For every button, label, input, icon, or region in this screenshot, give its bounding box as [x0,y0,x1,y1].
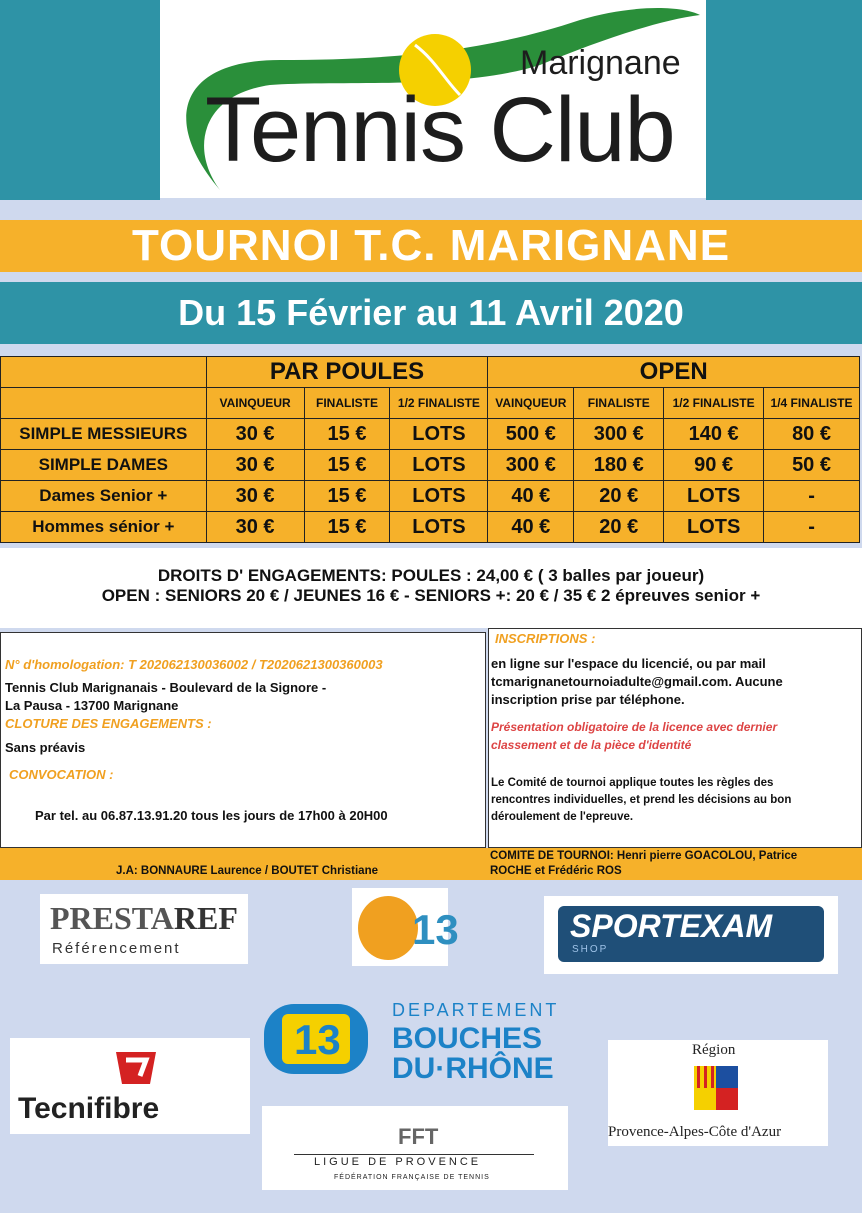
prize-cell: - [764,481,860,512]
row-label: SIMPLE MESSIEURS [1,419,207,450]
prize-cell: 15 € [304,450,390,481]
bouches-du-rhone-emblem [258,1000,376,1078]
info-right-panel [488,628,862,848]
table-row [1,481,860,512]
ligue-provence-logo [262,1106,568,1190]
prize-cell: 80 € [764,419,860,450]
prize-cell: 15 € [304,419,390,450]
convocation-value: Par tel. au 06.87.13.91.20 tous les jours de 17h00 à 20H00 [35,808,388,823]
notice-line-2: classement et de la pièce d'identité [491,738,692,752]
column-header: 1/2 FINALISTE [390,388,488,419]
inscriptions-line-3: inscription prise par téléphone. [491,692,685,707]
prize-cell: LOTS [390,419,488,450]
column-header: VAINQUEUR [488,388,574,419]
comite-emblem-icon [352,888,459,966]
inscriptions-line-1: en ligne sur l'espace du licencié, ou par mail [491,656,766,671]
prize-cell: 30 € [206,512,304,543]
group-header-poules: PAR POULES [206,357,488,388]
table-corner-cell [1,357,207,388]
prize-cell: LOTS [664,481,764,512]
inscriptions-email: tcmarignanetournoiadulte@gmail.com. Aucune [491,674,783,689]
column-header: FINALISTE [574,388,664,419]
table-group-header-row [1,357,860,388]
fees-line-1: DROITS D' ENGAGEMENTS: POULES : 24,00 € ( 3 balles par joueur) [157,566,705,585]
tournament-dates: Du 15 Février au 11 Avril 2020 [178,292,684,333]
address-line-2: La Pausa - 13700 Marignane [5,698,179,713]
prestaref-sub: Référencement [52,940,181,957]
entry-fees [0,548,862,628]
prize-cell: 30 € [206,481,304,512]
prize-cell: LOTS [390,481,488,512]
prize-cell: 30 € [206,450,304,481]
dept-name-1: BOUCHES [392,1022,543,1055]
prize-cell: 500 € [488,419,574,450]
logo-city-text: Marignane [520,44,681,82]
prize-cell: 40 € [488,481,574,512]
header-band-left [0,0,160,200]
dept-number: 13 [294,1016,341,1063]
prestaref-presta: PRESTA [50,900,174,936]
prize-cell: 30 € [206,419,304,450]
prize-table [0,356,860,543]
ligue-sub: FÉDÉRATION FRANÇAISE DE TENNIS [334,1174,490,1181]
logo-club-name: Tennis Club [205,79,675,181]
prize-cell: 180 € [574,450,664,481]
sportexam-sub: SHOP [572,944,609,955]
prize-cell: 40 € [488,512,574,543]
cloture-label: CLOTURE DES ENGAGEMENTS : [5,716,212,731]
row-label: Dames Senior + [1,481,207,512]
comite-line-2: ROCHE et Frédéric ROS [490,865,622,877]
table-corner-cell [1,388,207,419]
prize-cell: 20 € [574,481,664,512]
table-row [1,450,860,481]
tournament-dates-band [0,282,862,344]
prize-cell: - [764,512,860,543]
header-band-right [706,0,862,200]
fees-line-2: OPEN : SENIORS 20 € / JEUNES 16 € - SENIORS +: 20 € / 35 € 2 épreuves senior + [101,586,761,605]
column-header: FINALISTE [304,388,390,419]
rules-line-2: rencontres individuelles, et prend les décisions au bon [491,794,792,806]
tecnifibre-logo [10,1038,250,1134]
table-row [1,512,860,543]
notice-line-1: Présentation obligatoire de la licence avec dernier [491,720,778,734]
prize-cell: 15 € [304,481,390,512]
officials-band [0,848,862,880]
tecnifibre-name: Tecnifibre [18,1092,160,1125]
rules-line-1: Le Comité de tournoi applique toutes les règles des [491,777,774,789]
sportexam-logo [544,896,838,974]
prize-cell: 300 € [488,450,574,481]
prize-cell: LOTS [390,512,488,543]
prize-cell: 50 € [764,450,860,481]
column-header: VAINQUEUR [206,388,304,419]
rules-line-3: déroulement de l'epreuve. [491,811,634,823]
prize-cell: LOTS [664,512,764,543]
prize-cell: 15 € [304,512,390,543]
column-header: 1/4 FINALISTE [764,388,860,419]
region-label: Région [692,1042,736,1058]
row-label: Hommes sénior + [1,512,207,543]
region-paca-logo [608,1040,828,1146]
prize-cell: 90 € [664,450,764,481]
ligue-name: LIGUE DE PROVENCE [314,1156,482,1168]
tecnifibre-icon [106,1046,166,1090]
judge-arbitre: J.A: BONNAURE Laurence / BOUTET Christiane [116,865,378,877]
table-sub-header-row [1,388,860,419]
row-label: SIMPLE DAMES [1,450,207,481]
tournament-title: TOURNOI T.C. MARIGNANE [131,221,731,270]
fft-mark: FFT [398,1124,439,1149]
svg-text:13: 13 [412,906,459,953]
comite-line-1: COMITE DE TOURNOI: Henri pierre GOACOLOU, Patrice [490,850,798,862]
prestaref-ref: REF [173,900,238,936]
info-left-panel [0,632,486,848]
region-name: Provence-Alpes-Côte d'Azur [608,1124,782,1140]
region-crest-icon [694,1066,738,1110]
homologation-number: N° d'homologation: T 202062130036002 / T2020621300360003 [5,657,383,672]
prize-cell: LOTS [390,450,488,481]
tournament-title-band [0,220,862,272]
prize-cell: 20 € [574,512,664,543]
sportexam-name: SPORTEXAM [570,908,773,944]
column-header: 1/2 FINALISTE [664,388,764,419]
prestaref-logo [40,894,248,964]
prize-cell: 300 € [574,419,664,450]
table-row [1,419,860,450]
prize-cell: 140 € [664,419,764,450]
convocation-label: CONVOCATION : [9,767,114,782]
comite-text [352,888,353,889]
inscriptions-label: INSCRIPTIONS : [495,631,596,646]
address-line-1: Tennis Club Marignanais - Boulevard de la Signore - [5,680,327,695]
dept-name-2: DU·RHÔNE [392,1052,554,1085]
dept-label: DEPARTEMENT [392,1000,560,1020]
group-header-open: OPEN [488,357,860,388]
comite-tennis-13-logo [352,888,459,966]
cloture-value: Sans préavis [5,740,86,755]
